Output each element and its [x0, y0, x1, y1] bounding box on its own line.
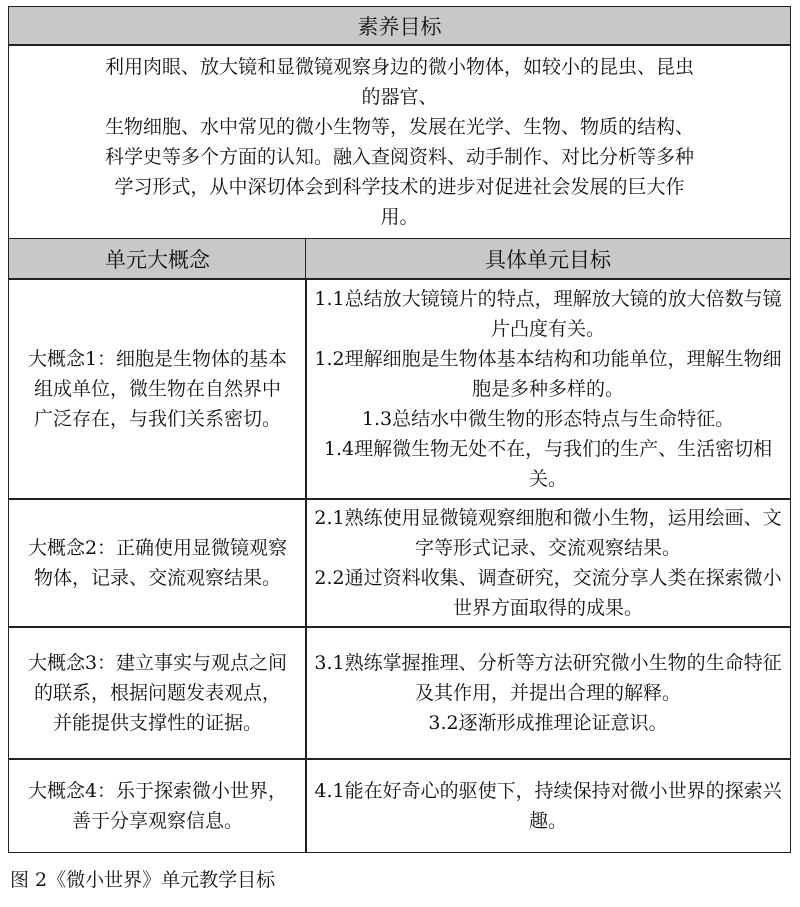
concept-cell-4: 大概念4：乐于探索微小世界，善于分享观察信息。 — [8, 758, 307, 853]
goal-item: 3.2逐渐形成推理论证意识。 — [428, 712, 668, 734]
goal-cell-1 — [305, 278, 791, 500]
literacy-line: 生物细胞、水中常见的微小生物等，发展在光学、生物、物质的结构、 — [104, 116, 694, 138]
concept-cell-2: 大概念2：正确使用显微镜观察物体，记录、交流观察结果。 — [8, 498, 307, 628]
unit-goals-table — [8, 6, 791, 853]
literacy-line: 用。 — [380, 206, 419, 228]
goal-item: 1.2理解细胞是生物体基本结构和功能单位，理解生物细胞是多种多样的。 — [314, 348, 782, 400]
literacy-line: 的器官、 — [361, 86, 438, 108]
goal-item: 3.1熟练掌握推理、分析等方法研究微小生物的生命特征及其作用，并提出合理的解释。 — [314, 652, 782, 704]
goal-item: 2.2通过资料收集、调查研究，交流分享人类在探索微小世界方面取得的成果。 — [314, 567, 782, 619]
literacy-line: 学习形式，从中深切体会到科学技术的进步对促进社会发展的巨大作 — [114, 176, 685, 198]
concept-cell-1: 大概念1：细胞是生物体的基本组成单位，微生物在自然界中广泛存在，与我们关系密切。 — [8, 278, 307, 500]
concept-cell-3: 大概念3：建立事实与观点之间的联系，根据问题发表观点，并能提供支撑性的证据。 — [8, 626, 307, 760]
goal-item: 1.4理解微生物无处不在，与我们的生产、生活密切相关。 — [323, 438, 773, 490]
literacy-goal-content — [8, 44, 791, 240]
literacy-line: 利用肉眼、放大镜和显微镜观察身边的微小物体，如较小的昆虫、昆虫 — [104, 56, 694, 78]
figure-caption: 图 2《微小世界》单元教学目标 — [10, 869, 276, 891]
goal-item: 1.1总结放大镜镜片的特点，理解放大镜的放大倍数与镜片凸度有关。 — [314, 288, 782, 340]
goal-cell-3 — [305, 626, 791, 760]
goal-cell-2 — [305, 498, 791, 628]
goal-item: 2.1熟练使用显微镜观察细胞和微小生物，运用绘画、文字等形式记录、交流观察结果。 — [314, 507, 782, 559]
goal-item: 4.1能在好奇心的驱使下，持续保持对微小世界的探索兴趣。 — [314, 779, 782, 832]
literacy-line: 科学史等多个方面的认知。融入查阅资料、动手制作、对比分析等多种 — [104, 146, 694, 168]
goal-cell-4 — [305, 758, 791, 853]
goal-item: 1.3总结水中微生物的形态特点与生命特征。 — [361, 408, 735, 430]
literacy-goal-header: 素养目标 — [8, 6, 791, 46]
goal-column-header: 具体单元目标 — [305, 238, 791, 280]
concept-column-header: 单元大概念 — [8, 238, 307, 280]
